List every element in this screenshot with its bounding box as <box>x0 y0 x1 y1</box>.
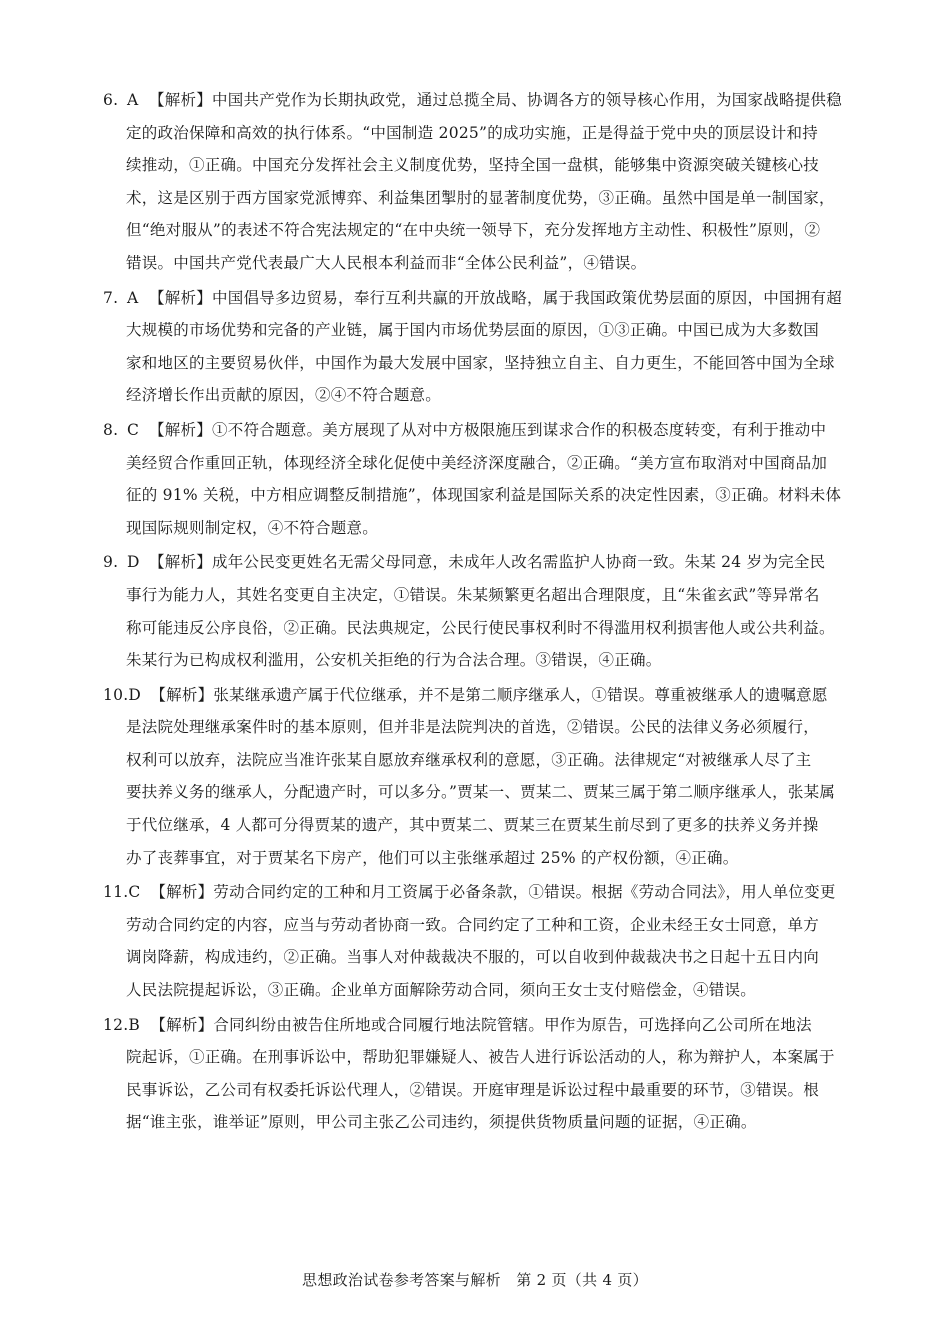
item-text: 经济增长作出贡献的原因，②④不符合题意。 <box>126 386 442 405</box>
item-number: 12. <box>103 1015 129 1034</box>
item-text: 【解析】中国共产党作为长期执政党，通过总揽全局、协调各方的领导核心作用，为国家战略提供稳 <box>149 91 843 109</box>
item-answer: C <box>128 883 141 902</box>
answer-item-8 <box>103 414 848 544</box>
answer-item-10 <box>103 679 848 875</box>
item-text: 征的 91% 关税，中方相应调整反制措施”，体现国家利益是国际关系的决定性因素，③正确。材料未体 <box>126 486 842 505</box>
item-answer: D <box>127 553 140 572</box>
item-answer: A <box>127 91 139 109</box>
item-number: 8. <box>103 420 119 439</box>
item-answer: D <box>128 685 142 704</box>
answer-item-12 <box>103 1009 848 1139</box>
item-number: 11. <box>103 883 129 902</box>
item-text: 美经贸合作重回正轨，体现经济全球化促使中美经济深度融合，②正确。“美方宣布取消对中国商品加 <box>126 453 828 472</box>
item-answer: C <box>127 420 140 439</box>
item-text: 事行为能力人，其姓名变更自主决定，①错误。朱某频繁更名超出合理限度，且“朱雀玄武”等异常名 <box>126 585 820 604</box>
item-text: 但“绝对服从”的表述不符合宪法规定的“在中央统一领导下，充分发挥地方主动性、积极性”原则，② <box>126 221 821 240</box>
item-text: 续推动，①正确。中国充分发挥社会主义制度优势，坚持全国一盘棋，能够集中资源突破关键核心技 <box>126 156 820 175</box>
answer-list <box>103 84 848 1141</box>
item-text: 权利可以放弃，法院应当准许张某自愿放弃继承权利的意愿，③正确。法律规定“对被继承人尽了主 <box>126 750 812 769</box>
item-text: 院起诉，①正确。在刑事诉讼中，帮助犯罪嫌疑人、被告人进行诉讼活动的人，称为辩护人，本案属于 <box>126 1048 835 1067</box>
item-text: 【解析】中国倡导多边贸易，奉行互利共赢的开放战略，属于我国政策优势层面的原因，中国拥有超 <box>149 288 843 307</box>
item-text: 调岗降薪，构成违约，②正确。当事人对仲裁裁决不服的，可以自收到仲裁裁决书之日起十五日内向 <box>126 948 820 967</box>
item-number: 7. <box>103 288 119 307</box>
item-text: 民事诉讼，乙公司有权委托诉讼代理人，②错误。开庭审理是诉讼过程中最重要的环节，③错误。根 <box>126 1080 820 1099</box>
item-text: 于代位继承，4 人都可分得贾某的遗产，其中贾某二、贾某三在贾某生前尽到了更多的扶养义务并操 <box>126 816 819 835</box>
item-text: 【解析】合同纠纷由被告住所地或合同履行地法院管辖。甲作为原告，可选择向乙公司所在地法 <box>150 1015 812 1034</box>
item-text: 【解析】张某继承遗产属于代位继承，并不是第二顺序继承人，①错误。尊重被继承人的遗嘱意愿 <box>150 685 828 704</box>
item-text: 错误。中国共产党代表最广大人民根本利益而非“全体公民利益”，④错误。 <box>126 253 647 272</box>
answer-item-9 <box>103 546 848 676</box>
page-footer: 思想政治试卷参考答案与解析 第 2 页（共 4 页） <box>302 1271 648 1289</box>
item-text: 称可能违反公序良俗，②正确。民法典规定，公民行使民事权利时不得滥用权利损害他人或公共利益。 <box>126 618 835 637</box>
item-number: 10. <box>103 685 129 704</box>
item-text: 朱某行为已构成权利滥用，公安机关拒绝的行为合法合理。③错误，④正确。 <box>126 651 662 670</box>
item-number: 9. <box>103 553 119 572</box>
item-text: 大规模的市场优势和完备的产业链，属于国内市场优势层面的原因，①③正确。中国已成为大多数国 <box>126 321 820 340</box>
item-answer: B <box>128 1015 141 1034</box>
item-text: 【解析】成年公民变更姓名无需父母同意，未成年人改名需监护人协商一致。朱某 24 岁为完全民 <box>149 553 826 572</box>
item-text: 现国际规则制定权，④不符合题意。 <box>126 518 379 537</box>
item-number: 6. <box>103 91 119 109</box>
item-text: 劳动合同约定的内容，应当与劳动者协商一致。合同约定了工种和工资，企业未经王女士同意，单方 <box>126 915 820 934</box>
item-text: 人民法院提起诉讼，③正确。企业单方面解除劳动合同，须向王女士支付赔偿金，④错误。 <box>126 981 757 1000</box>
item-text: 【解析】劳动合同约定的工种和月工资属于必备条款，①错误。根据《劳动合同法》，用人单位变更 <box>150 883 836 902</box>
item-text: 定的政治保障和高效的执行体系。“中国制造 2025”的成功实施，正是得益于党中央的顶层设计和持 <box>126 123 818 142</box>
item-text: 办了丧葬事宜，对于贾某名下房产，他们可以主张继承超过 25% 的产权份额，④正确。 <box>126 848 739 867</box>
answer-item-6 <box>103 84 848 280</box>
item-text: 是法院处理继承案件时的基本原则，但并非是法院判决的首选，②错误。公民的法律义务必须履行， <box>126 718 820 737</box>
item-text: 家和地区的主要贸易伙伴，中国作为最大发展中国家，坚持独立自主、自力更生，不能回答中国为全球 <box>126 353 835 372</box>
item-text: 术，这是区别于西方国家党派博弈、利益集团掣肘的显著制度优势，③正确。虽然中国是单一制国家， <box>126 188 835 207</box>
item-answer: A <box>127 288 139 307</box>
answer-item-7 <box>103 282 848 412</box>
item-text: 据“谁主张，谁举证”原则，甲公司主张乙公司违约，须提供货物质量问题的证据，④正确。 <box>126 1113 757 1132</box>
item-text: 【解析】①不符合题意。美方展现了从对中方极限施压到谋求合作的积极态度转变，有利于推动中 <box>149 420 827 439</box>
answer-item-11 <box>103 876 848 1006</box>
item-text: 要扶养义务的继承人，分配遗产时，可以多分。”贾某一、贾某二、贾某三属于第二顺序继承人，张某属 <box>126 783 836 802</box>
